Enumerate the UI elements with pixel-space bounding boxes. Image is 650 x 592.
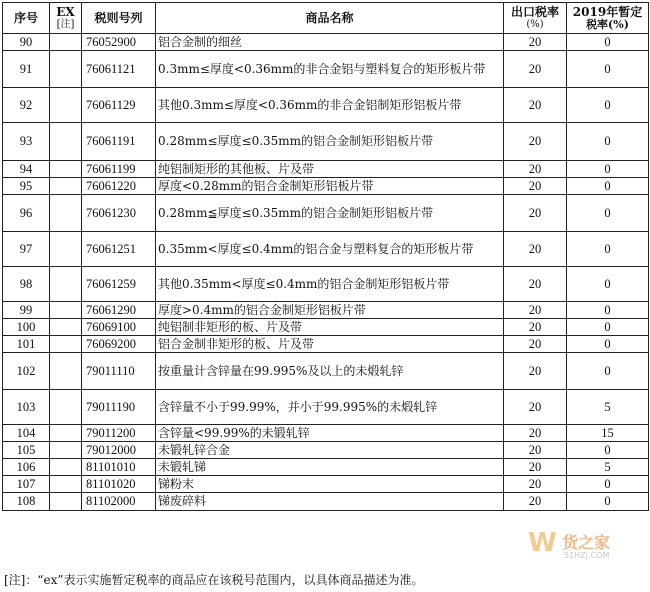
row-tariff-code: 81101020	[82, 476, 156, 493]
row-product-name: 其他0.3mm≤厚度<0.36mm的非合金铝制矩形铝板片带	[156, 88, 504, 123]
row-tariff-code: 76069200	[82, 336, 156, 353]
row-number: 91	[3, 51, 50, 88]
row-temp-rate: 5	[567, 459, 649, 476]
header-export-rate-unit: (%)	[526, 18, 544, 30]
row-number: 101	[3, 336, 50, 353]
row-product-name: 0.28mm≦厚度≤0.35mm的铝合金制矩形铝板片带	[156, 195, 504, 232]
row-ex-mark	[50, 459, 82, 476]
row-export-rate: 20	[504, 442, 567, 459]
row-ex-mark	[50, 336, 82, 353]
row-temp-rate: 0	[567, 195, 649, 232]
footnote: [注]：“ex”表示实施暂定税率的商品应在该税号范围内，以具体商品描述为准。	[4, 573, 424, 587]
row-temp-rate: 0	[567, 442, 649, 459]
table-row	[3, 195, 649, 232]
row-tariff-code: 81102000	[82, 493, 156, 511]
row-export-rate: 20	[504, 302, 567, 319]
row-temp-rate: 0	[567, 51, 649, 88]
table-row	[3, 232, 649, 267]
row-export-rate: 20	[504, 34, 567, 51]
row-ex-mark	[50, 232, 82, 267]
row-export-rate: 20	[504, 88, 567, 123]
row-number: 103	[3, 390, 50, 425]
row-number: 97	[3, 232, 50, 267]
tariff-table	[2, 2, 649, 511]
header-ex-label: EX	[56, 4, 75, 19]
table-row	[3, 302, 649, 319]
row-product-name: 未锻轧锌合金	[156, 442, 504, 459]
table-row	[3, 353, 649, 390]
row-tariff-code: 76061199	[82, 161, 156, 178]
row-ex-mark	[50, 178, 82, 195]
row-export-rate: 20	[504, 195, 567, 232]
row-product-name: 纯铝制矩形的其他板、片及带	[156, 161, 504, 178]
row-number: 92	[3, 88, 50, 123]
row-number: 108	[3, 493, 50, 511]
row-export-rate: 20	[504, 51, 567, 88]
row-tariff-code: 76061259	[82, 267, 156, 302]
row-export-rate: 20	[504, 232, 567, 267]
header-temp-rate	[567, 3, 649, 34]
row-temp-rate: 0	[567, 267, 649, 302]
row-number: 94	[3, 161, 50, 178]
row-number: 99	[3, 302, 50, 319]
row-ex-mark	[50, 353, 82, 390]
row-tariff-code: 79011190	[82, 390, 156, 425]
row-ex-mark	[50, 390, 82, 425]
table-row	[3, 476, 649, 493]
row-ex-mark	[50, 267, 82, 302]
row-export-rate: 20	[504, 476, 567, 493]
row-number: 102	[3, 353, 50, 390]
header-temp-rate-label: 2019年暂定	[572, 4, 643, 19]
row-number: 95	[3, 178, 50, 195]
watermark-url: 51HZJ.COM	[564, 551, 610, 560]
row-temp-rate: 0	[567, 123, 649, 161]
row-export-rate: 20	[504, 493, 567, 511]
row-temp-rate: 0	[567, 178, 649, 195]
row-number: 100	[3, 319, 50, 336]
row-tariff-code: 81101010	[82, 459, 156, 476]
row-tariff-code: 76061220	[82, 178, 156, 195]
row-product-name: 厚度>0.4mm的铝合金制矩形铝板片带	[156, 302, 504, 319]
row-number: 104	[3, 425, 50, 442]
row-temp-rate: 5	[567, 390, 649, 425]
row-temp-rate: 0	[567, 232, 649, 267]
watermark-name: 货之家	[562, 533, 611, 552]
row-temp-rate: 0	[567, 353, 649, 390]
row-export-rate: 20	[504, 459, 567, 476]
row-export-rate: 20	[504, 178, 567, 195]
row-temp-rate: 0	[567, 336, 649, 353]
row-export-rate: 20	[504, 161, 567, 178]
row-ex-mark	[50, 195, 82, 232]
row-tariff-code: 76061230	[82, 195, 156, 232]
row-number: 98	[3, 267, 50, 302]
row-tariff-code: 79011200	[82, 425, 156, 442]
table-row	[3, 34, 649, 51]
header-code: 税则号列	[82, 3, 156, 34]
row-export-rate: 20	[504, 390, 567, 425]
table-row	[3, 161, 649, 178]
row-tariff-code: 76052900	[82, 34, 156, 51]
row-export-rate: 20	[504, 267, 567, 302]
row-ex-mark	[50, 493, 82, 511]
header-temp-rate-unit: 税率(%)	[586, 17, 629, 31]
row-temp-rate: 0	[567, 319, 649, 336]
row-product-name: 按重量计含锌量在99.995%及以上的未煅轧锌	[156, 353, 504, 390]
table-row	[3, 319, 649, 336]
table-row	[3, 425, 649, 442]
row-product-name: 锑粉末	[156, 476, 504, 493]
row-tariff-code: 76069100	[82, 319, 156, 336]
row-ex-mark	[50, 319, 82, 336]
row-ex-mark	[50, 302, 82, 319]
row-product-name: 0.35mm<厚度≤0.4mm的铝合金与塑料复合的矩形板片带	[156, 232, 504, 267]
row-export-rate: 20	[504, 319, 567, 336]
row-export-rate: 20	[504, 353, 567, 390]
row-product-name: 未锻轧锑	[156, 459, 504, 476]
row-product-name: 0.28mm≤厚度≤0.35mm的铝合金制矩形铝板片带	[156, 123, 504, 161]
row-ex-mark	[50, 34, 82, 51]
row-product-name: 铝合金制的细丝	[156, 34, 504, 51]
watermark-logo-mark: W	[528, 528, 557, 558]
table-header-row	[3, 3, 649, 34]
row-ex-mark	[50, 476, 82, 493]
row-number: 90	[3, 34, 50, 51]
row-product-name: 铝合金制非矩形的板、片及带	[156, 336, 504, 353]
row-export-rate: 20	[504, 336, 567, 353]
row-ex-mark	[50, 161, 82, 178]
row-export-rate: 20	[504, 123, 567, 161]
table-row	[3, 267, 649, 302]
row-ex-mark	[50, 442, 82, 459]
row-tariff-code: 76061290	[82, 302, 156, 319]
row-temp-rate: 0	[567, 161, 649, 178]
row-ex-mark	[50, 425, 82, 442]
row-product-name: 含锌量<99.99%的未锻轧锌	[156, 425, 504, 442]
table-row	[3, 390, 649, 425]
row-temp-rate: 0	[567, 476, 649, 493]
header-name: 商品名称	[156, 3, 504, 34]
row-ex-mark	[50, 88, 82, 123]
header-export-rate-label: 出口税率	[510, 4, 559, 19]
row-tariff-code: 76061129	[82, 88, 156, 123]
table-row	[3, 178, 649, 195]
header-export-rate	[504, 3, 567, 34]
row-product-name: 厚度<0.28mm的铝合金制矩形铝板片带	[156, 178, 504, 195]
header-ex-note: [注]	[56, 18, 75, 30]
table-row	[3, 336, 649, 353]
row-temp-rate: 0	[567, 34, 649, 51]
row-number: 105	[3, 442, 50, 459]
table-row	[3, 459, 649, 476]
header-no: 序号	[3, 3, 50, 34]
row-product-name: 纯铝制非矩形的板、片及带	[156, 319, 504, 336]
table-row	[3, 123, 649, 161]
row-product-name: 0.3mm≤厚度<0.36mm的非合金铝与塑料复合的矩形板片带	[156, 51, 504, 88]
row-product-name: 含锌量不小于99.99%，并小于99.995%的未煅轧锌	[156, 390, 504, 425]
table-row	[3, 493, 649, 511]
row-tariff-code: 76061191	[82, 123, 156, 161]
watermark-logo	[528, 528, 628, 564]
row-tariff-code: 76061121	[82, 51, 156, 88]
row-product-name: 其他0.35mm<厚度≤0.4mm的铝合金制矩形铝板片带	[156, 267, 504, 302]
row-tariff-code: 79012000	[82, 442, 156, 459]
row-ex-mark	[50, 123, 82, 161]
header-ex	[50, 3, 82, 34]
row-ex-mark	[50, 51, 82, 88]
row-export-rate: 20	[504, 425, 567, 442]
row-product-name: 锑废碎料	[156, 493, 504, 511]
table-row	[3, 51, 649, 88]
row-number: 106	[3, 459, 50, 476]
table-row	[3, 88, 649, 123]
row-tariff-code: 79011110	[82, 353, 156, 390]
row-temp-rate: 0	[567, 493, 649, 511]
row-temp-rate: 0	[567, 302, 649, 319]
row-temp-rate: 0	[567, 88, 649, 123]
table-body	[3, 34, 649, 511]
row-number: 93	[3, 123, 50, 161]
row-number: 107	[3, 476, 50, 493]
row-tariff-code: 76061251	[82, 232, 156, 267]
table-row	[3, 442, 649, 459]
row-temp-rate: 15	[567, 425, 649, 442]
row-number: 96	[3, 195, 50, 232]
